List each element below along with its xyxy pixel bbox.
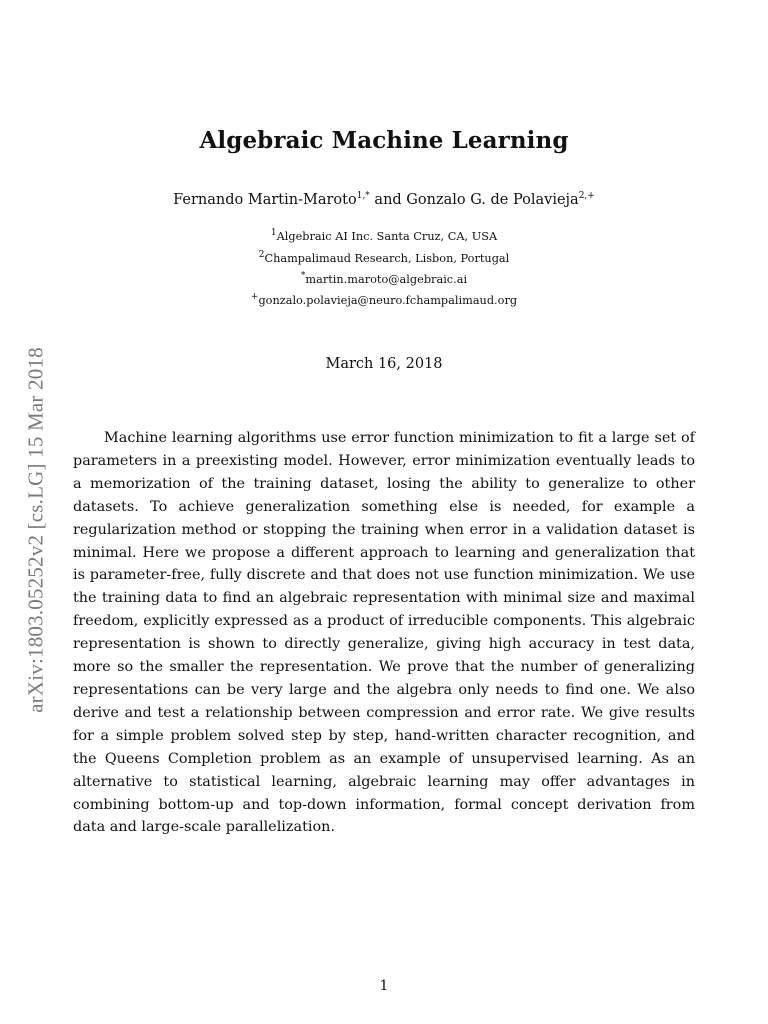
publication-date: March 16, 2018 [325,356,443,372]
affiliation-text: Algebraic AI Inc. Santa Cruz, CA, USA [276,230,498,243]
affiliation-mark: 1 [270,228,277,239]
arxiv-identifier-stamp: arXiv:1803.05252v2 [cs.LG] 15 Mar 2018 [23,347,48,713]
affiliation-text: gonzalo.polavieja@neuro.fchampalimaud.org [258,294,518,307]
author-2-affiliation-marks: 2,+ [578,191,595,202]
author-line [0,192,768,208]
affiliation-1 [0,230,768,243]
affiliation-text: Champalimaud Research, Lisbon, Portugal [264,252,510,265]
author-name-2: Gonzalo G. de Polavieja [406,192,579,208]
author-name-1: Fernando Martin-Maroto [173,192,357,208]
abstract-paragraph: Machine learning algorithms use error function minimization to fit a large set of parameters in a preexisting model. However, error minimization eventually leads to a memorization of the training dataset, losing the ability to generalize to other datasets. To achieve generalization something else is needed, for example a regularization method or stopping the training when error in a validation dataset is minimal. Here we propose a different approach to learning and generalization that is parameter-free, fully discrete and that does not use function minimization. We use the training data to find an algebraic representation with minimal size and maximal freedom, explicitly expressed as a product of irreducible components. This algebraic representation is shown to directly generalize, giving high accuracy in test data, more so the smaller the representation. We prove that the number of generalizing representations can be very large and the algebra only needs to find one. We also derive and test a relationship between compression and error rate. We give results for a simple problem solved step by step, hand-written character recognition, and the Queens Completion problem as an example of unsupervised learning. As an alternative to statistical learning, algebraic learning may offer advantages in combining bottom-up and top-down information, formal concept derivation from data and large-scale parallelization. [73,430,695,836]
affiliation-email-2 [0,294,768,307]
affiliation-mark: * [300,271,306,282]
affiliation-text: martin.maroto@algebraic.ai [305,273,468,286]
author-1-affiliation-marks: 1,* [356,191,370,202]
affiliation-email-1 [0,273,768,286]
affiliation-2 [0,252,768,265]
page-number: 1 [379,978,389,994]
affiliation-mark: + [250,292,259,303]
paper-title: Algebraic Machine Learning [199,127,569,154]
affiliation-mark: 2 [258,250,265,261]
author-connector: and [369,192,407,208]
